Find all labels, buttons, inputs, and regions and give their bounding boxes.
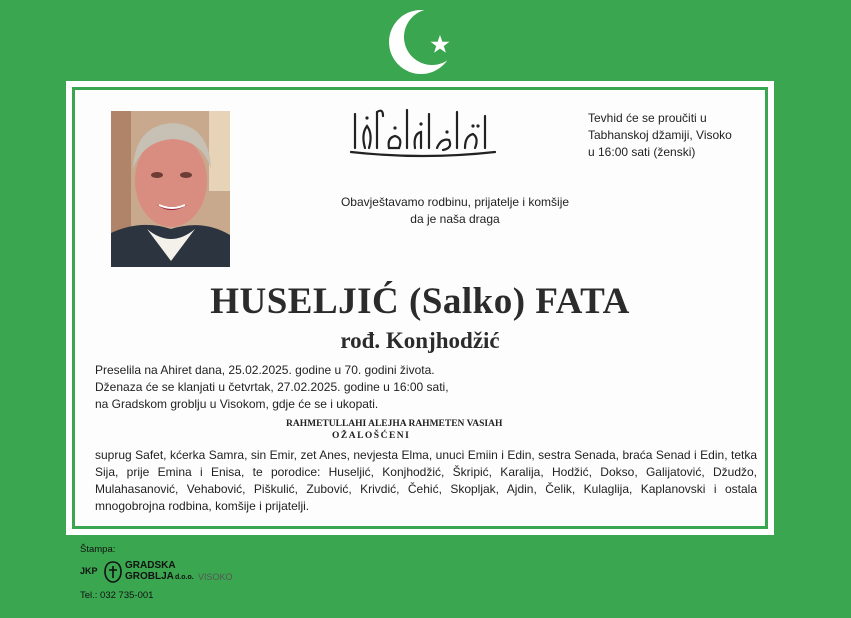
notice-frame <box>72 87 768 529</box>
printer-info <box>80 544 280 610</box>
portrait-photo <box>111 111 230 267</box>
stampa-label: Štampa: <box>80 544 116 555</box>
tevhid-line: u 16:00 sati (ženski) <box>588 145 696 159</box>
company-suffix: d.o.o. <box>175 574 194 581</box>
tevhid-line: Tabhanskoj džamiji, Visoko <box>588 128 732 142</box>
crescent-and-star-icon <box>388 8 460 76</box>
prayer-line: RAHMETULLAHI ALEJHA RAHMETEN VASIAH <box>286 419 503 429</box>
maiden-name: rođ. Konjhodžić <box>340 328 500 353</box>
tevhid-info <box>588 110 758 161</box>
tevhid-line: Tevhid će se proučiti u <box>588 111 707 125</box>
jkp-label: JKP <box>80 566 98 576</box>
details-line: Dženaza će se klanjati u četvrtak, 27.02.2025. godine u 16:00 sati, <box>95 380 449 394</box>
intro-line: Obavještavamo rodbinu, prijatelje i komšije <box>340 195 570 209</box>
company-name <box>125 560 176 582</box>
company-city: VISOKO <box>198 572 233 582</box>
gradska-groblja-logo-icon <box>103 561 123 583</box>
arabic-calligraphy <box>347 104 499 160</box>
company-line: GRADSKA <box>125 560 176 571</box>
deceased-name: HUSELJIĆ (Salko) FATA <box>210 281 630 322</box>
intro-text <box>225 194 685 228</box>
details-line: Preselila na Ahiret dana, 25.02.2025. godine u 70. godini života. <box>95 363 435 377</box>
funeral-details <box>95 362 595 413</box>
company-line: GROBLJA <box>125 571 174 582</box>
obituary-notice <box>66 81 774 535</box>
details-line: na Gradskom groblju u Visokom, gdje će se i ukopati. <box>95 397 379 411</box>
phone-number: Tel.: 032 735-001 <box>80 590 154 601</box>
mourners-list: suprug Safet, kćerka Samra, sin Emir, zet Anes, nevjesta Elma, unuci Emiin i Edin, sestra Senada, braća Senad i Edin, tetka Sija, prije Emina i Enisa, te porodice: Huseljić, Konjhodžić, Škripić, Karalija, Hodžić, Dokso, Galijatović, Džudžo, Mulahasanović, Vehabović, Piškulić, Zubović, Krivdić, Čehić, Skopljak, Ajdin, Čelik, Kulaglija, Kaplanovski i ostala mnogobrojna rodbina, komšije i prijatelji. <box>95 448 757 513</box>
mourners-heading: OŽALOŠĆENI <box>332 431 411 441</box>
intro-line: da je naša draga <box>410 212 500 226</box>
